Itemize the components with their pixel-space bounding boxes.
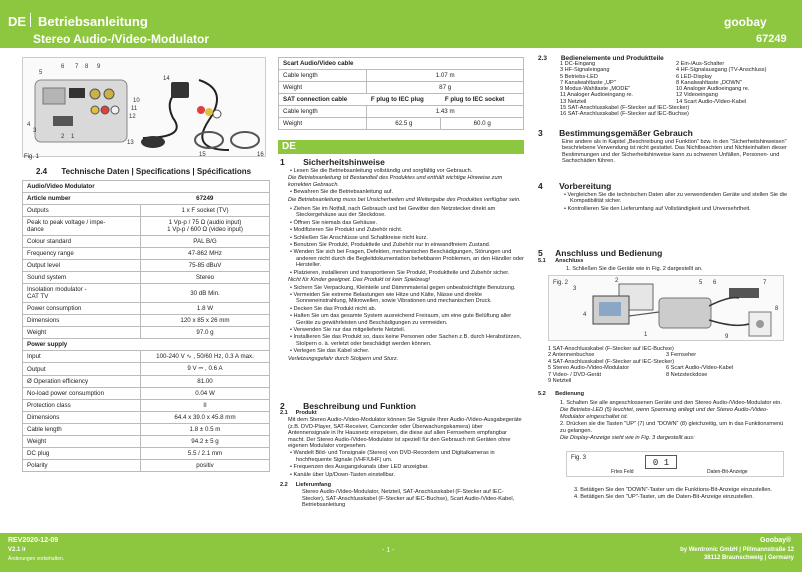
table-cell: PAL B/G: [141, 236, 270, 248]
paragraph: Eine andere als in Kapitel „Beschreibung und Funktion" bzw. in den "Sicherheitshinweisen" beschriebene Verwendung ist nicht gestattet. Das Nichtbeachten und Nichteinhalten dieser Bestimmungen und der Sicherheitshinweise kann zu schweren Unfällen, Personen- und Sachschäden führen.: [562, 139, 787, 165]
table-row: [279, 70, 524, 82]
table-cell: Ø Operation efficiency: [23, 376, 141, 388]
list-item: • Verwenden Sie nur das mitgelieferte Netzteil.: [290, 326, 406, 333]
callout-4: 4: [583, 312, 587, 318]
section-title: Anschluss und Bedienung: [555, 248, 663, 258]
table-cell: 30 dB Min.: [141, 284, 270, 303]
table-row: [23, 424, 270, 436]
led-digits: 0 1: [645, 455, 677, 469]
table-row: [23, 272, 270, 284]
company-city: 38112 Braunschweig | Germany: [703, 555, 794, 561]
table-cell: Protection class: [23, 400, 141, 412]
step-text: [566, 266, 788, 273]
table-cell: No-load power consumption: [23, 388, 141, 400]
list-item: • Halten Sie um das gesamte System ausreichend Freiraum, um eine gute Belüftung aller Geräte zu gewährleisten und Beschädigungen zu vermeiden.: [290, 313, 512, 326]
table-cell: Weight: [23, 436, 141, 448]
subsection-number: 2.2: [280, 482, 288, 489]
section-title: Sicherheitshinweise: [303, 157, 385, 167]
operation-steps: [574, 487, 788, 502]
list-item: • Platzieren, installieren und transportieren Sie Produkt, Produktteile und Zubehör sicher.: [290, 269, 510, 276]
note: Verletzungsgefahr durch Stolpern und Sturz.: [288, 355, 399, 362]
display-label-left: Frtes Feld: [611, 469, 634, 475]
footer-brand: Goobay®: [760, 537, 792, 544]
table-row: [23, 376, 270, 388]
cable-table: [278, 57, 524, 130]
callout-4: 4: [27, 122, 31, 128]
control-label: 14 Scart Audio-/Video-Kabel: [676, 98, 747, 105]
table-row: [279, 94, 524, 106]
intended-use-text: [562, 139, 788, 166]
brand-logo: goobay: [724, 15, 767, 29]
table-cell: F plug to IEC socket: [441, 94, 524, 106]
legend-label: 3 Fernseher: [666, 352, 697, 359]
table-cell: Frequency range: [23, 248, 141, 260]
callout-7: 7: [75, 64, 79, 70]
subsection-heading: [538, 258, 788, 264]
revision: REV2020-12-09: [8, 537, 59, 544]
callout-12: 12: [129, 114, 136, 120]
safety-text: [288, 168, 524, 363]
subsection-title: Lieferumfang: [295, 482, 331, 489]
control-label: 10 Analoger Audioeingang re.: [676, 86, 750, 93]
table-row: [23, 400, 270, 412]
figure-3-label: Fig. 3: [571, 455, 587, 461]
control-label: 11 Analoger Audioeingang re.: [560, 92, 633, 99]
table-cell: Input: [23, 351, 141, 363]
footer-note: Änderungen vorbehalten.: [8, 556, 65, 562]
callout-3: 3: [33, 128, 37, 134]
table-row: [23, 388, 270, 400]
section-5-heading: [538, 248, 662, 258]
figure-1-caption: Fig. 1: [24, 154, 40, 160]
callout-2: 2: [61, 134, 65, 140]
section-number: 4: [538, 181, 543, 191]
version: V2.1 ir: [8, 547, 27, 553]
description-text: [280, 410, 524, 510]
list-item: • Decken Sie das Produkt nicht ab.: [290, 305, 377, 312]
legend-label: 5 Stereo Audio-/Video-Modulator: [548, 365, 630, 372]
control-label: 3 HF-Signaleingang: [560, 67, 610, 74]
operation-text: [560, 400, 788, 442]
note: Nicht für Kinder geeignet. Das Produkt ist kein Spielzeug!: [288, 277, 431, 284]
list-item: • Lesen Sie die Betriebsanleitung vollständig und sorgfältig vor Gebrauch.: [290, 168, 473, 174]
table-cell: 60.0 g: [441, 118, 524, 130]
list-item: • Modifizieren Sie Produkt und Zubehör nicht.: [290, 227, 403, 234]
table-row: [23, 412, 270, 424]
callout-1: 1: [644, 332, 648, 338]
table-cell: 1 Vp-p / 75 Ω (audio input) 1 Vp-p / 600 Ω (video input): [141, 217, 270, 236]
list-item: • Sichern Sie Verpackung, Kleinteile und Dämmmaterial gegen unbeabsichtigte Benutzung.: [290, 284, 516, 291]
header-divider: [30, 13, 31, 27]
table-cell: II: [141, 400, 270, 412]
list-item: • Verlegen Sie das Kabel sicher.: [290, 348, 370, 355]
table-cell: positiv: [141, 460, 270, 472]
callout-1: 1: [71, 134, 75, 140]
subsection-number: 2.1: [280, 410, 288, 416]
table-row: [23, 363, 270, 376]
callout-8: 8: [775, 306, 779, 312]
table-cell: Weight: [279, 82, 367, 94]
table-row: [279, 118, 524, 130]
list-item: • Vergleichen Sie die technischen Daten aller zu verwendenden Geräte und stellen Sie die Kompatibilität sicher.: [564, 192, 788, 205]
list-item: • Benutzen Sie Produkt, Produktteile und Zubehör nur in einwandfreiem Zustand.: [290, 242, 491, 249]
table-cell: 1.43 m: [367, 106, 524, 118]
figure-2-label: Fig. 2: [553, 280, 569, 286]
list-item: • Wenden Sie sich bei Fragen, Defekten, mechanischen Beschädigungen, Störungen und anderen nicht durch die Begleitdokumentation behebbaren Problemen, an den Händler oder Hersteller.: [290, 249, 524, 269]
note: Die Betriebsanleitung ist Bestandteil des Produktes und enthält wichtige Hinweise zum korrekten Gebrauch.: [288, 175, 503, 188]
legend-label: 6 Scart Audio-/Video-Kabel: [666, 365, 734, 372]
tech-data-heading: [36, 167, 251, 176]
table-cell: Cable length: [279, 70, 367, 82]
company-address: by Wentronic GmbH | Pillmannstraße 12: [680, 547, 794, 553]
list-item: • Schließen Sie Anschlüsse und Schaltkreise nicht kurz.: [290, 234, 428, 241]
callout-11: 11: [131, 106, 138, 112]
table-cell: 81.00: [141, 376, 270, 388]
callout-3: 3: [573, 286, 577, 292]
language-code: DE: [8, 14, 27, 29]
table-cell: Outputs: [23, 205, 141, 217]
table-row: [23, 236, 270, 248]
legend-label: 2 Antennenbuchse: [548, 352, 595, 359]
table-row: [23, 448, 270, 460]
callout-16: 16: [257, 152, 264, 158]
table-row: [23, 351, 270, 363]
table-row: [23, 248, 270, 260]
table-cell: 5.5 / 2.1 mm: [141, 448, 270, 460]
table-row: [23, 327, 270, 339]
product-illustration: [23, 58, 267, 158]
table-cell: Cable length: [23, 424, 141, 436]
table-cell: Dimensions: [23, 412, 141, 424]
subsection-number: 5.2: [538, 391, 546, 397]
callout-14: 14: [163, 76, 170, 82]
legend-label: 1 SAT-Anschlusskabel (F-Stecker auf IEC-Buchse): [548, 346, 674, 352]
callout-13: 13: [127, 140, 134, 146]
callout-9: 9: [97, 64, 101, 70]
table-cell: Weight: [279, 118, 367, 130]
table-cell: 120 x 85 x 26 mm: [141, 315, 270, 327]
paragraph: Stereo Audio-/Video-Modulator, Netzteil, SAT-Anschlusskabel (F-Stecker auf IEC-Stecker), SAT-Anschlusskabel (F-Stecker auf IEC-Buchse), Scart Audio-/Video-Kabel, Betriebsanleitung: [302, 489, 515, 509]
callout-10: 10: [133, 98, 140, 104]
table-cell: Weight: [23, 327, 141, 339]
note: Die Betriebsanleitung muss bei Unsicherheiten und Weitergabe des Produktes verfügbar sein.: [288, 196, 521, 203]
list-item: [548, 378, 788, 384]
table-cell: Power consumption: [23, 303, 141, 315]
control-label: 2 Ein-/Aus-Schalter: [676, 61, 725, 67]
section-number: 2.3: [538, 55, 548, 62]
paragraph: 2. Drücken sie die Tasten "UP" (7) und "DOWN" (8) gleichzeitig, um in das Funktionsmenü zu gelangen.: [560, 421, 784, 434]
tech-data-heading-num: 2.4: [36, 167, 48, 176]
figure-3-display: [566, 451, 784, 477]
list-item: • Öffnen Sie niemals das Gehäuse.: [290, 219, 378, 226]
callout-7: 7: [763, 280, 767, 286]
display-label-right: Daten-Bit-Anzeige: [707, 469, 748, 475]
table-cell: 1.07 m: [367, 70, 524, 82]
table-cell: 1.8 ± 0.5 m: [141, 424, 270, 436]
table-section-header: Power supply: [23, 339, 270, 351]
table-row: [23, 460, 270, 472]
subsection-heading: [280, 410, 524, 416]
section-title: Beschreibung und Funktion: [303, 401, 416, 411]
list-item: • Wandelt Bild- und Tonsignale (Stereo) von DVD-Recordern und Digitalkameras in hochfrequente Signale (VHF/UHF) um.: [290, 450, 495, 463]
table-cell: 1 x F socket (TV): [141, 205, 270, 217]
control-label: 12 Videoeingang: [676, 92, 718, 99]
preparation-text: [562, 192, 788, 213]
section-1-heading: [280, 157, 385, 167]
table-cell: Stereo: [141, 272, 270, 284]
section-number: 5: [538, 248, 543, 258]
table-row: [23, 315, 270, 327]
table-cell: Insolation modulator - CAT TV: [23, 284, 141, 303]
callout-6: 6: [713, 280, 717, 286]
section-title: Vorbereitung: [559, 181, 612, 191]
table-cell: Polarity: [23, 460, 141, 472]
control-label: 6 LED-Display: [676, 73, 712, 80]
list-item: • Vermeiden Sie extreme Belastungen wie Hitze und Kälte, Nässe und direkte Sonneneinstrahlung, Mikrowellen, sowie Vibrationen und mechanischen Druck.: [290, 291, 492, 305]
table-row: [23, 260, 270, 272]
table-cell: Dimensions: [23, 315, 141, 327]
figure-2-legend: [548, 346, 788, 384]
table-cell: DC plug: [23, 448, 141, 460]
paragraph: Mit dem Stereo Audio-/Video-Modulator können Sie Signale Ihrer Audio-/Video-Ausgabegeräte (z.B. DVD-Player, SAT-Receiver, Camcorder oder Überwachungskamera) über Antennensignale in Ihr Hausnetz einspeisen, die diese auf allen Fernsehern empfangbar macht. Der Stereo Audio-/Video-Modulator ist speziell für den Gebrauch mit Geräten ohne eigenen Modulator vorgesehen.: [288, 417, 522, 450]
table-row: [23, 284, 270, 303]
page-number: - 1 -: [382, 547, 395, 554]
table-cell: Article number: [23, 193, 141, 205]
legend-label: 7 Video- / DVD-Gerät: [548, 371, 602, 378]
section-number: 1: [280, 157, 285, 167]
callout-8: 8: [85, 64, 89, 70]
figure-2-connection-diagram: [548, 275, 784, 341]
table-row: [23, 193, 270, 205]
table-cell: 94.2 ± 5 g: [141, 436, 270, 448]
section-title: Bestimmungsgemäßer Gebrauch: [559, 128, 693, 138]
legend-label: 4 SAT-Anschlusskabel (F-Stecker auf IEC-Stecker): [548, 358, 675, 365]
note: Die Display-Anzeige sieht wie in Fig. 3 dargestellt aus:: [560, 435, 695, 442]
callout-5: 5: [699, 280, 703, 286]
callout-9: 9: [725, 334, 729, 340]
table-cell: 47-862 MHz: [141, 248, 270, 260]
table-cell: 1.8 W: [141, 303, 270, 315]
subsection-title: Bedienung: [555, 391, 585, 397]
section-title: Bedienelemente und Produktteile: [560, 55, 664, 62]
subsection-title: Produkt: [295, 410, 317, 416]
section-4-heading: [538, 181, 611, 191]
list-item: • Bewahren Sie die Betriebsanleitung auf.: [290, 189, 394, 196]
table-cell: 62.5 g: [367, 118, 441, 130]
tech-data-heading-text: Technische Daten | Specifications | Spécifications: [61, 167, 252, 176]
paragraph: 4. Betätigen Sie den "UP"-Taster, um die Daten-Bit-Anzeige einzustellen.: [574, 494, 754, 501]
table-cell: 87 g: [367, 82, 524, 94]
article-number: 67249: [756, 33, 787, 45]
table-cell: 100-240 V ∿ , 50/60 Hz, 0.3 A max.: [141, 351, 270, 363]
table-row: [279, 82, 524, 94]
note: Die Betriebs-LED (5) leuchtet, wenn Spannung anliegt und der Stereo Audio-/Video-Modulator eingeschaltet ist.: [560, 407, 769, 420]
section-3-heading: [538, 128, 693, 138]
control-label: 5 Betriebs-LED: [560, 73, 598, 80]
subsection-heading: [538, 391, 788, 397]
table-cell: F plug to IEC plug: [367, 94, 441, 106]
table-row: [23, 436, 270, 448]
list-item: • Kanäle über Up/Down-Tasten einstellbar.: [290, 471, 395, 478]
callout-6: 6: [61, 64, 65, 70]
table-cell: Output: [23, 363, 141, 376]
figure-1-product-image: [22, 57, 266, 157]
list-item: • Frequenzen des Ausgangskanals über LED anzeigbar.: [290, 464, 429, 471]
table-cell: 0.04 W: [141, 388, 270, 400]
table-section-header: Scart Audio/Video cable: [279, 58, 524, 70]
table-cell: Output level: [23, 260, 141, 272]
paragraph: 3. Betätigen Sie den "DOWN"-Taster um die Funktions-Bit-Anzeige einzustellen.: [574, 487, 772, 493]
table-cell: 97.0 g: [141, 327, 270, 339]
control-label: 4 HF-Signalausgang (TV-Anschluss): [676, 67, 767, 74]
table-cell: Cable length: [279, 106, 367, 118]
control-label: 7 Kanalwahltaste „UP": [560, 79, 616, 86]
control-label: 13 Netzteil: [560, 98, 587, 105]
subsection-heading: [280, 482, 524, 488]
table-row: [23, 303, 270, 315]
tech-data-table: [22, 180, 270, 472]
controls-list: [560, 61, 790, 118]
table-cell: 75-85 dBuV: [141, 260, 270, 272]
list-item: • Installieren Sie das Produkt so, dass keine Personen oder Sachen z.B. durch Herabstürzen, Stolpern o. ä. verletzt oder beschädigt werden können.: [290, 334, 522, 347]
control-label: 9 Modus-Wahltaste „MODE": [560, 86, 631, 93]
list-item: • Ziehen Sie im Notfall, nach Gebrauch und bei Gewitter den Netzstecker direkt am Steckergehäuse aus der Steckdose.: [290, 206, 496, 219]
list-item: 16 SAT-Anschlusskabel (F-Stecker auf IEC-Buchse): [560, 111, 689, 118]
list-item: 15 SAT-Anschlusskabel (F-Stecker auf IEC-Stecker): [560, 105, 690, 112]
table-cell: SAT connection cable: [279, 94, 367, 106]
callout-15: 15: [199, 152, 206, 158]
table-row: [23, 205, 270, 217]
doc-title: Betriebsanleitung: [38, 14, 148, 29]
legend-label: 9 Netzteil: [548, 378, 572, 385]
callout-2: 2: [615, 278, 619, 284]
section-number: 3: [538, 128, 543, 138]
table-cell: 9 V ⎓ , 0.6 A: [141, 363, 270, 376]
table-row: [279, 106, 524, 118]
table-cell: 64.4 x 39.0 x 45.8 mm: [141, 412, 270, 424]
legend-label: 8 Netzsteckdose: [666, 371, 708, 378]
paragraph: 1. Schalten Sie alle angeschlossenen Geräte und den Stereo Audio-/Video-Modulator ein.: [560, 400, 782, 406]
paragraph: 1. Schließen Sie die Geräte wie in Fig. 2 dargestellt an.: [566, 266, 703, 272]
control-label: 1 DC-Eingang: [560, 61, 596, 67]
page-footer: [0, 533, 802, 572]
table-section-header: Audio/Video Modulator: [23, 181, 270, 193]
page-header: [0, 0, 802, 48]
subsection-number: 5.1: [538, 258, 546, 264]
product-title: Stereo Audio-/Video-Modulator: [33, 32, 209, 46]
control-label: 8 Kanalwahltaste „DOWN": [676, 79, 742, 86]
table-cell: Peak to peak voltage / impe- dance: [23, 217, 141, 236]
language-bar: DE: [278, 140, 524, 154]
connection-illustration: [549, 276, 785, 342]
subsection-title: Anschluss: [555, 258, 584, 264]
table-cell: Sound system: [23, 272, 141, 284]
table-cell: Colour standard: [23, 236, 141, 248]
section-number: 2: [280, 401, 285, 411]
table-row: [23, 217, 270, 236]
list-item: • Kontrollieren Sie den Lieferumfang auf Vollständigkeit und Unversehrtheit.: [564, 205, 751, 212]
table-cell: 67249: [141, 193, 270, 205]
callout-5: 5: [39, 70, 43, 76]
